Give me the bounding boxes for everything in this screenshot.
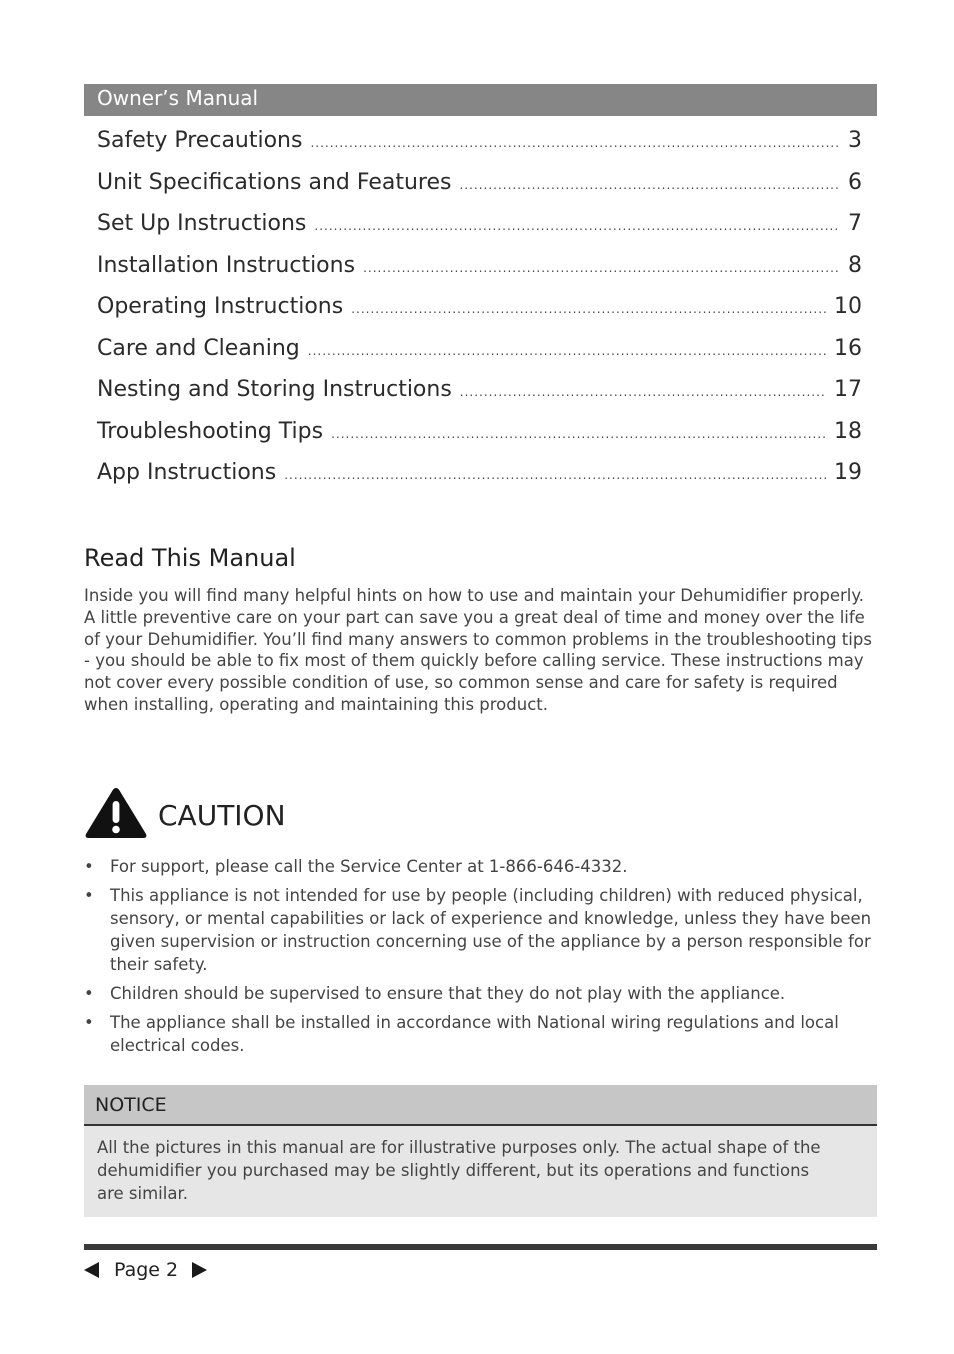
footer-rule bbox=[84, 1244, 877, 1250]
toc-leader-dots bbox=[351, 302, 826, 316]
toc-entry-page: 16 bbox=[834, 335, 862, 361]
page-footer bbox=[84, 1256, 207, 1284]
toc-leader-dots bbox=[460, 385, 826, 399]
page-number: Page 2 bbox=[114, 1259, 179, 1281]
notice-header bbox=[84, 1085, 877, 1126]
caution-item bbox=[84, 856, 874, 879]
caution-item bbox=[84, 983, 874, 1006]
toc-entry-page: 19 bbox=[834, 460, 862, 485]
bullet-mark: • bbox=[84, 886, 94, 906]
toc-entry[interactable] bbox=[97, 460, 862, 502]
read-manual-body: Inside you will find many helpful hints on how to use and maintain your Dehumidifier properly. A little preventive care on your part can save you a great deal of time and money over the life of your Dehumidifier. You’ll find many answers to common problems in the troubleshooting tips - you should be able to fix most of them quickly before calling service. These instructions may not cover every possible condition of use, so common sense and care for safety is required when installing, operating and maintaining this product. bbox=[84, 586, 872, 714]
read-manual-title: Read This Manual bbox=[84, 544, 296, 572]
toc-entry-title: Safety Precautions bbox=[97, 128, 303, 153]
caution-item-text: This appliance is not intended for use by people (including children) with reduced physical, sensory, or mental capabilities or lack of experience and knowledge, unless they have been given supervision or instruction concerning use of the appliance by a person responsible for their safety. bbox=[110, 886, 872, 974]
bullet-mark: • bbox=[84, 1013, 94, 1033]
caution-item bbox=[84, 885, 874, 976]
toc-entry[interactable] bbox=[97, 211, 862, 253]
toc-leader-dots bbox=[331, 427, 826, 441]
next-page-icon[interactable] bbox=[192, 1262, 207, 1278]
toc-entry-page: 6 bbox=[848, 169, 862, 195]
toc-leader-dots bbox=[310, 136, 838, 150]
toc-entry-title: Nesting and Storing Instructions bbox=[97, 377, 452, 402]
toc-entry[interactable] bbox=[97, 377, 862, 419]
caution-list bbox=[84, 856, 874, 1064]
toc-entry-page: 7 bbox=[848, 211, 862, 236]
previous-page-icon[interactable] bbox=[84, 1262, 99, 1278]
notice-body: All the pictures in this manual are for illustrative purposes only. The actual shape of the dehumidifier you purchased may be slightly different, but its operations and functions are similar. bbox=[84, 1126, 877, 1217]
caution-title: CAUTION bbox=[158, 799, 286, 832]
toc-entry[interactable] bbox=[97, 294, 862, 336]
bullet-mark: • bbox=[84, 857, 94, 876]
toc-leader-dots bbox=[363, 261, 838, 275]
toc-entry-page: 18 bbox=[834, 418, 862, 444]
table-of-contents bbox=[97, 128, 862, 502]
toc-leader-dots bbox=[284, 468, 826, 482]
toc-entry[interactable] bbox=[97, 128, 862, 170]
toc-entry-title: Troubleshooting Tips bbox=[97, 418, 324, 444]
toc-entry-page: 3 bbox=[848, 128, 862, 153]
toc-entry-title: Care and Cleaning bbox=[97, 335, 300, 361]
caution-item bbox=[84, 1012, 874, 1058]
toc-entry-title: App Instructions bbox=[97, 460, 277, 485]
toc-entry-page: 17 bbox=[834, 377, 862, 402]
bullet-mark: • bbox=[84, 983, 94, 1003]
caution-item-text: For support, please call the Service Center at 1-866-646-4332. bbox=[110, 857, 628, 876]
manual-header-bar bbox=[84, 84, 877, 116]
toc-entry-title: Installation Instructions bbox=[97, 252, 356, 278]
manual-header-title: Owner’s Manual bbox=[97, 86, 259, 110]
toc-leader-dots bbox=[308, 344, 826, 358]
caution-item-text: Children should be supervised to ensure that they do not play with the appliance. bbox=[110, 983, 786, 1003]
caution-item-text: The appliance shall be installed in accordance with National wiring regulations and local electrical codes. bbox=[110, 1013, 839, 1056]
toc-entry-title: Unit Specifications and Features bbox=[97, 169, 452, 195]
toc-leader-dots bbox=[459, 178, 838, 192]
toc-leader-dots bbox=[314, 219, 838, 233]
toc-entry-title: Set Up Instructions bbox=[97, 211, 307, 236]
toc-entry-title: Operating Instructions bbox=[97, 294, 344, 319]
toc-entry[interactable] bbox=[97, 170, 862, 212]
warning-triangle-icon bbox=[84, 786, 148, 840]
toc-entry-page: 8 bbox=[848, 252, 862, 278]
toc-entry-page: 10 bbox=[834, 294, 862, 319]
toc-entry[interactable] bbox=[97, 419, 862, 461]
notice-title: NOTICE bbox=[95, 1094, 167, 1116]
toc-entry[interactable] bbox=[97, 253, 862, 295]
toc-entry[interactable] bbox=[97, 336, 862, 378]
